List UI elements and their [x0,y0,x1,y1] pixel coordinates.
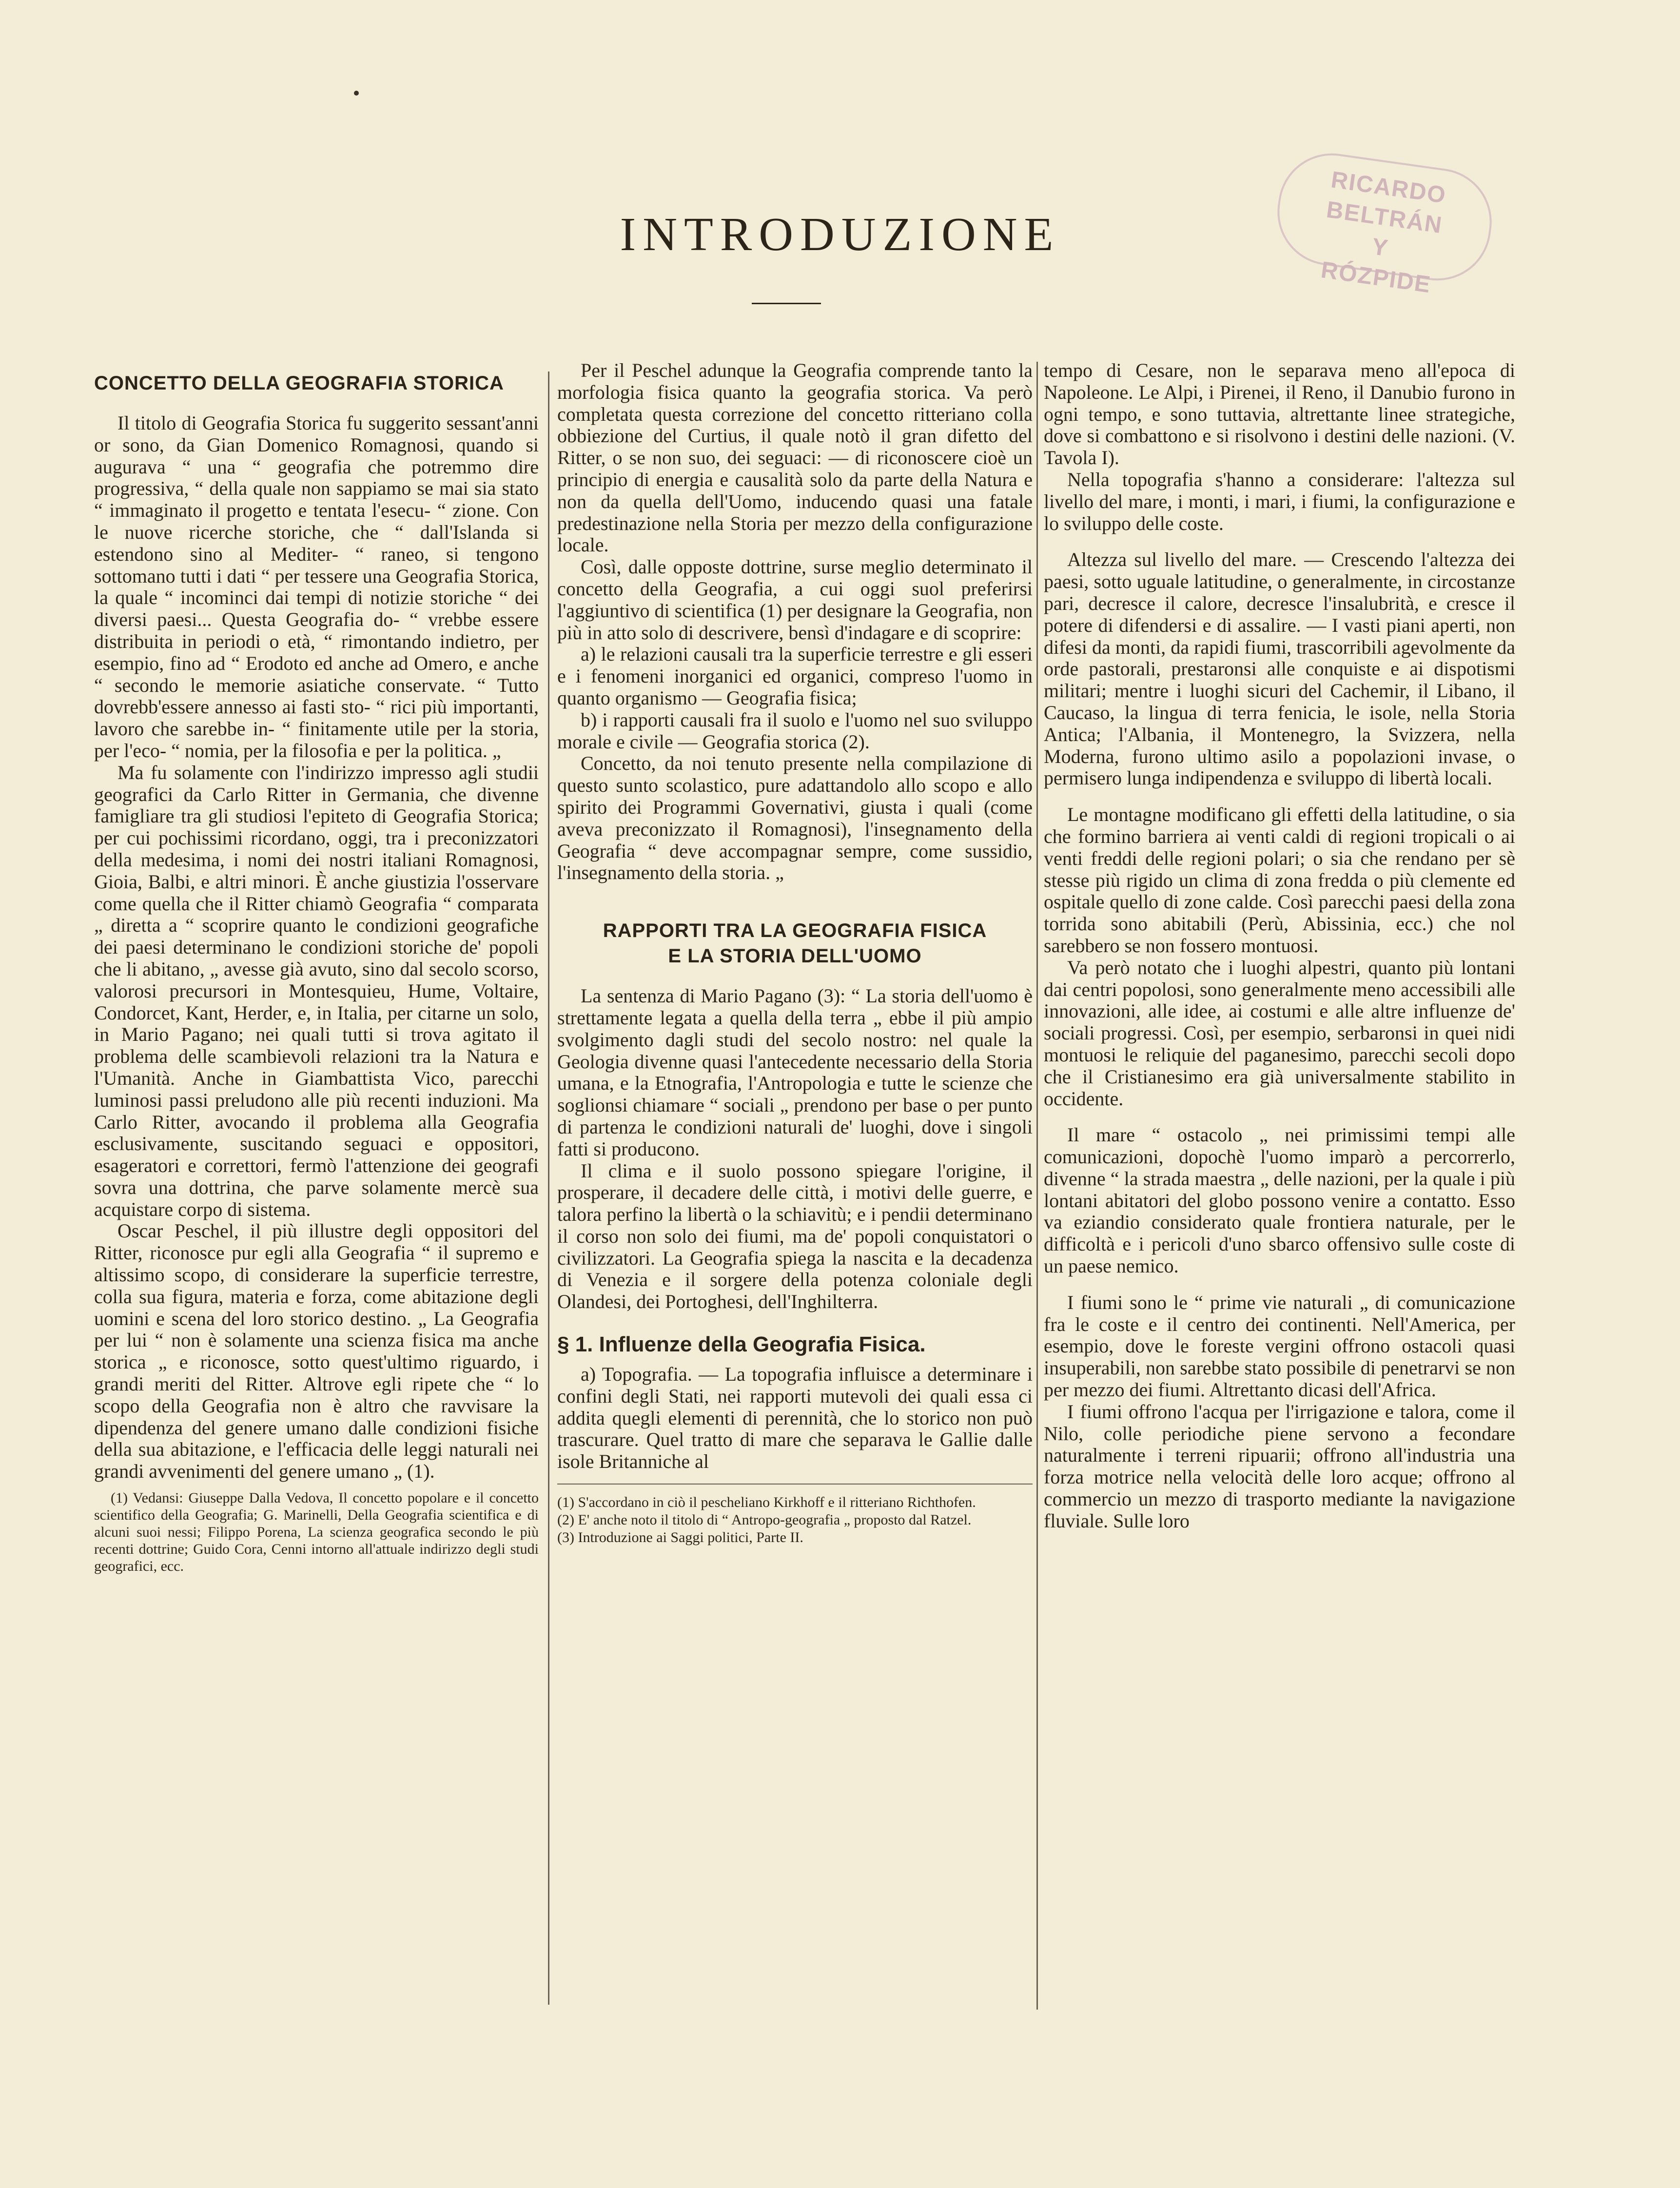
paragraph: a) Topografia. — La topografia influisce a determinare i confini degli Stati, nei rapporti mutevoli dei quali essa ci addita quegli elementi di perennità, che lo storico non può trascurare. Quel tratto di mare che separava le Gallie dalle isole Britanniche al [557,1363,1033,1473]
paragraph: La sentenza di Mario Pagano (3): “ La storia dell'uomo è strettamente legata a quella della terra „ ebbe il più ampio svolgimento dagli studi del secolo nostro: nel quale la Geologia divenne quasi l'antecedente necessario della Storia umana, e la Etnografia, l'Antropologia e tutte le scienze che soglionsi chiamare “ sociali „ prendono per base o per punto di partenza le condizioni naturali de' luoghi, dove i singoli fatti si producono. [557,985,1033,1160]
column-divider-right [1036,362,1038,2010]
section-heading-concetto: CONCETTO DELLA GEOGRAFIA STORICA [94,372,504,394]
title-rule [752,303,821,304]
column-divider-left [548,371,549,2005]
paragraph: a) le relazioni causali tra la superficie terrestre e gli esseri e i fenomeni inorganici ed organici, compreso l'uomo in quanto organismo — Geografia fisica; [557,643,1033,709]
paragraph: Altezza sul livello del mare. — Crescendo l'altezza dei paesi, sotto uguale latitudine, o generalmente, in circostanze pari, decresce il calore, decresce l'insalubrità, e cresce il potere di difendersi e di assalire. — I vasti piani aperti, non difesi da monti, da rapidi fiumi, trascorribili agevolmente da orde pastorali, prestaronsi alle conquiste e ai dispotismi militari; mentre i luoghi sicuri del Cachemir, il Libano, il Caucaso, la lingua di terra fenicia, le isole, nella Storia Antica; l'Albania, il Montenegro, la Svizzera, nella Moderna, furono ultimo asilo a popolazioni invase, o permisero lunga indipendenza e sviluppo di libertà locali. [1044,548,1515,789]
paragraph: tempo di Cesare, non le separava meno all'epoca di Napoleone. Le Alpi, i Pirenei, il Reno, il Danubio furono in ogni tempo, e sono tuttavia, altrettante linee strategiche, dove si combattono e si risolvono i destini delle nazioni. (V. Tavola I). [1044,359,1515,469]
subsection-heading: § 1. Influenze della Geografia Fisica. [557,1332,926,1357]
footnote: (1) Vedansi: Giuseppe Dalla Vedova, Il concetto popolare e il concetto scientifico della Geografia; G. Marinelli, Della Geografia scientifica e di alcuni suoi nessi; Filippo Porena, La scienza geografica secondo le più recenti dottrine; Guido Cora, Cenni intorno all'attuale indirizzo degli studi geografici, ecc. [94,1490,539,1575]
column-middle [557,360,1033,1547]
section-heading-line: E LA STORIA DELL'UOMO [668,945,922,967]
ink-dot [354,91,359,96]
section-heading-line: RAPPORTI TRA LA GEOGRAFIA FISICA [603,920,987,942]
footnote-rule [557,1484,1033,1485]
footnote: (3) Introduzione ai Saggi politici, Parte II. [557,1529,803,1546]
paragraph: I fiumi offrono l'acqua per l'irrigazione e talora, come il Nilo, colle periodiche piene servono a fecondare naturalmente i terreni ripuarii; offrono all'industria una forza motrice nella velocità delle loro acque; offrono al commercio un mezzo di trasporto mediante la navigazione fluviale. Sulle loro [1044,1400,1515,1532]
column-right [1044,360,1515,1532]
paragraph: Oscar Peschel, il più illustre degli oppositori del Ritter, riconosce pur egli alla Geografia “ il supremo e altissimo scopo, di considerare la superficie terrestre, colla sua figura, materia e forza, come abitazione degli uomini e scena del loro storico destino. „ La Geografia per lui “ non è solamente una scienza fisica ma anche storica „ e riconosce, sotto quest'ultimo riguardo, i grandi meriti del Ritter. Altrove egli ripete che “ lo scopo della Geografia non è altro che ravvisare la dipendenza del genere umano dalle condizioni fisiche della sua abitazione, e l'efficacia delle leggi naturali nei grandi avvenimenti del genere umano „ (1). [94,1220,539,1483]
paragraph: b) i rapporti causali fra il suolo e l'uomo nel suo sviluppo morale e civile — Geografia storica (2). [557,708,1033,753]
paragraph: Ma fu solamente con l'indirizzo impresso agli studii geografici da Carlo Ritter in Germania, che divenne famigliare tra gli studiosi l'epiteto di Geografia Storica; per cui pochissimi ricordano, oggi, tra i preconizzatori della medesima, i nomi dei nostri italiani Romagnosi, Gioia, Balbi, e altri minori. È anche giustizia l'osservare come quella che il Ritter chiamò Geografia “ comparata „ diretta a “ scoprire quanto le condizioni geografiche dei paesi determinano le condizioni storiche de' popoli che li abitano, „ avesse già avuto, sino dal secolo scorso, valorosi precursori in Montesquieu, Hume, Voltaire, Condorcet, Kant, Herder, e, in Italia, per citarne un solo, in Mario Pagano; nei quali tutti si trova agitato il problema delle scambievoli relazioni tra la Natura e l'Umanità. Anche in Giambattista Vico, parecchi luminosi passi preludono alle più recenti induzioni. Ma Carlo Ritter, avocando il problema alla Geografia esclusivamente, suscitando seguaci e oppositori, esageratori e correttori, fermò l'attenzione dei geografi sovra una dottrina, che parve solamente mercè sua acquistare corpo di sistema. [94,761,539,1220]
paragraph: Le montagne modificano gli effetti della latitudine, o sia che formino barriera ai venti caldi di regioni tropicali o ai venti freddi delle regioni polari; o sia che rendano per sè stesse più rigido un clima di zona fredda o più clemente ed ospitale quello di zone calde. Così parecchi paesi della zona torrida sono abitabili (Perù, Abissinia, ecc.) che nol sarebbero se non fossero montuosi. [1044,803,1515,957]
paragraph: Il titolo di Geografia Storica fu suggerito sessant'anni or sono, da Gian Domenico Romagnosi, quando si augurava “ una “ geografia che potremmo dire progressiva, “ della quale non sappiamo se mai sia stato “ immaginato il progetto e tentata l'esecu- “ zione. Con le nuove ricerche storiche, che “ dall'Islanda si estendono sino al Mediter- “ raneo, si tengono sottomano tutti i dati “ per tessere una Geografia Storica, la quale “ incominci dai tempi di notizie storiche “ dei diversi paesi... Questa Geografia do- “ vrebbe essere distribuita in periodi o età, “ rimontando indietro, per esempio, fino ad “ Erodoto ed anche ad Omero, e anche “ secondo le memorie asiatiche conservate. “ Tutto dovrebb'essere annesso ai fasti sto- “ rici più importanti, lavoro che sarebbe in- “ finitamente utile per la storia, per l'eco- “ nomia, per la filosofia e per la politica. „ [94,412,539,762]
footnote: (1) S'accordano in ciò il pescheliano Kirkhoff e il ritteriano Richthofen. [557,1494,976,1511]
paragraph: Nella topografia s'hanno a considerare: l'altezza sul livello del mare, i monti, i mari, i fiumi, la configurazione e lo sviluppo delle coste. [1044,468,1515,534]
column-left [94,360,539,1575]
library-stamp: RICARDO BELTRÁN Y RÓZPIDE [1270,147,1499,288]
paragraph: Il mare “ ostacolo „ nei primissimi tempi alle comunicazioni, dopochè l'uomo imparò a percorrerlo, divenne “ la strada maestra „ delle nazioni, per la quale i più lontani abitatori del globo possono venire a contatto. Esso va eziandio considerato quale frontiera naturale, per le difficoltà e i pericoli d'uno sbarco offensivo sulle coste di un paese nemico. [1044,1124,1515,1277]
paragraph: Così, dalle opposte dottrine, surse meglio determinato il concetto della Geografia, a cui oggi suol preferirsi l'aggiuntivo di scientifica (1) per designare la Geografia, non più in atto solo di descrivere, bensì d'indagare e di scoprire: [557,556,1033,644]
paragraph: Va però notato che i luoghi alpestri, quanto più lontani dai centri popolosi, sono generalmente meno accessibili alle innovazioni, alle idee, ai costumi e alle altre influenze de' sociali progressi. Così, per esempio, serbaronsi in quei nidi montuosi le reliquie del paganesimo, parecchi secoli dopo che il Cristianesimo era già universalmente stabilito in occidente. [1044,956,1515,1110]
footnote: (2) E' anche noto il titolo di “ Antropo-geografia „ proposto dal Ratzel. [557,1512,972,1528]
section-heading-rapporti [557,918,1033,969]
paragraph: Concetto, da noi tenuto presente nella compilazione di questo sunto scolastico, pure adattandolo allo scopo e allo spirito dei Programmi Governativi, giusta i quali (come aveva preconizzato il Romagnosi), l'insegnamento della Geografia “ deve accompagnar sempre, come sussidio, l'insegnamento della storia. „ [557,752,1033,884]
paragraph: Per il Peschel adunque la Geografia comprende tanto la morfologia fisica quanto la geografia storica. Va però completata questa correzione del concetto ritteriano colla obbiezione del Curtius, il quale notò il gran difetto del Ritter, o se non suo, dei seguaci: — di riconoscere cioè un principio di energia e causalità solo da parte della Natura e non da quella dell'Uomo, inducendo quasi una fatale predestinazione nella Storia per mezzo della configurazione locale. [557,359,1033,556]
paragraph: Il clima e il suolo possono spiegare l'origine, il prosperare, il decadere delle città, i motivi delle guerre, e talora perfino la libertà o la schiavitù; e i pendii determinano il corso non solo dei fiumi, ma de' popoli conquistatori o civilizzatori. La Geografia spiega la nascita e la decadenza di Venezia e il sorgere della potenza coloniale degli Olandesi, dei Portoghesi, dell'Inghilterra. [557,1159,1033,1313]
page-title: INTRODUZIONE [620,208,1060,261]
paragraph: I fiumi sono le “ prime vie naturali „ di comunicazione fra le coste e il centro dei continenti. Nell'America, per esempio, dove le foreste vergini offrono ostacoli quasi insuperabili, non sarebbe stato possibile di penetrarvi se non per mezzo dei fiumi. Altrettanto dicasi dell'Africa. [1044,1291,1515,1401]
